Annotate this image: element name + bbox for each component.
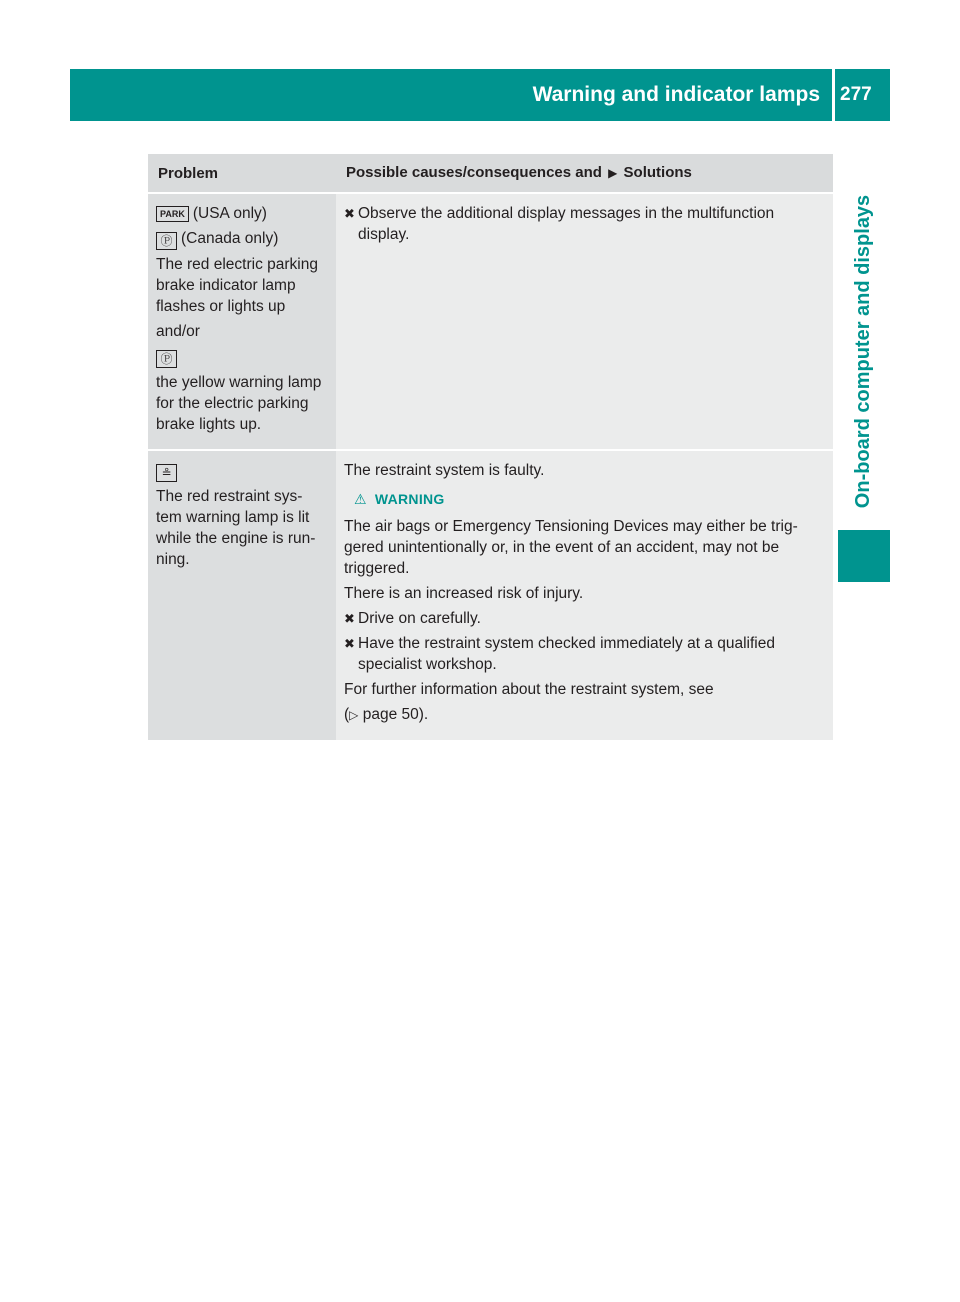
- side-tab-marker: [838, 530, 890, 582]
- canada-only-note: (Canada only): [181, 230, 279, 247]
- usa-only-note: (USA only): [192, 205, 267, 222]
- bullet-arrow-icon: ✖: [344, 636, 355, 651]
- problem-cell: [148, 193, 336, 450]
- side-section-label: [838, 121, 890, 581]
- cause-text: The restraint system is faulty.: [344, 462, 545, 479]
- action-text: Drive on carefully.: [358, 610, 481, 627]
- play-arrow-icon: ▶: [608, 166, 618, 180]
- risk-text: There is an increased risk of injury.: [344, 585, 584, 602]
- header-bar: [70, 69, 890, 121]
- airbag-person-icon: ≗: [156, 464, 177, 482]
- p-circle-lamp-icon: Ⓟ: [156, 350, 177, 368]
- problem-line-canada: [156, 228, 328, 250]
- header-separator: [832, 69, 835, 121]
- side-label-text: On-board computer and displays: [852, 194, 875, 508]
- problem-line-icon: [156, 460, 328, 482]
- action-text: Have the restraint system checked immediately at a qualified specialist workshop.: [358, 635, 775, 673]
- warning-label: WARNING: [374, 491, 445, 507]
- troubleshooting-table: [148, 154, 833, 740]
- solution-cell: [336, 450, 833, 740]
- table-header-row: [148, 154, 833, 193]
- action-text: Observe the additional display messages in the multifunction display.: [358, 205, 775, 243]
- problem-description: The red restraint sys-tem warning lamp is lit while the engine is run-ning.: [156, 488, 316, 568]
- p-circle-lamp-icon: Ⓟ: [156, 232, 177, 250]
- park-lamp-icon: PARK: [156, 206, 189, 222]
- action-bullet: [344, 608, 825, 629]
- column-header-solutions-suffix: Solutions: [623, 164, 692, 181]
- info-text: For further information about the restraint system, see: [344, 681, 714, 698]
- warning-text: The air bags or Emergency Tensioning Devices may either be trig-gered unintentionally or, in the event of an accident, may not be triggered.: [344, 518, 798, 577]
- page-reference[interactable]: (▷ page 50).: [344, 706, 429, 723]
- solution-cell: [336, 193, 833, 450]
- warning-triangle-icon: ⚠: [354, 491, 367, 507]
- page-title: [70, 69, 830, 121]
- action-bullet: [344, 633, 825, 675]
- page-ref-arrow-icon: ▷: [349, 708, 359, 722]
- page-title-text: Warning and indicator lamps: [532, 83, 820, 106]
- table-row: [148, 450, 833, 740]
- column-header-solutions: [336, 154, 833, 193]
- bullet-arrow-icon: ✖: [344, 611, 355, 626]
- bullet-arrow-icon: ✖: [344, 206, 355, 221]
- page-number: 277: [840, 84, 872, 105]
- problem-description-1: The red electric parking brake indicator lamp flashes or lights up: [156, 256, 318, 315]
- problem-cell: [148, 450, 336, 740]
- warning-heading: [354, 489, 825, 510]
- column-header-problem: Problem: [148, 154, 336, 193]
- action-bullet: [344, 203, 825, 245]
- problem-description-2: the yellow warning lamp for the electric parking brake lights up.: [156, 374, 322, 433]
- and-or-text: and/or: [156, 323, 200, 340]
- problem-line-yellow: [156, 346, 328, 368]
- problem-line-usa: [156, 203, 328, 224]
- column-header-solutions-prefix: Possible causes/consequences and: [346, 164, 602, 181]
- table-row: [148, 193, 833, 450]
- page-ref-text[interactable]: page 50).: [362, 706, 429, 723]
